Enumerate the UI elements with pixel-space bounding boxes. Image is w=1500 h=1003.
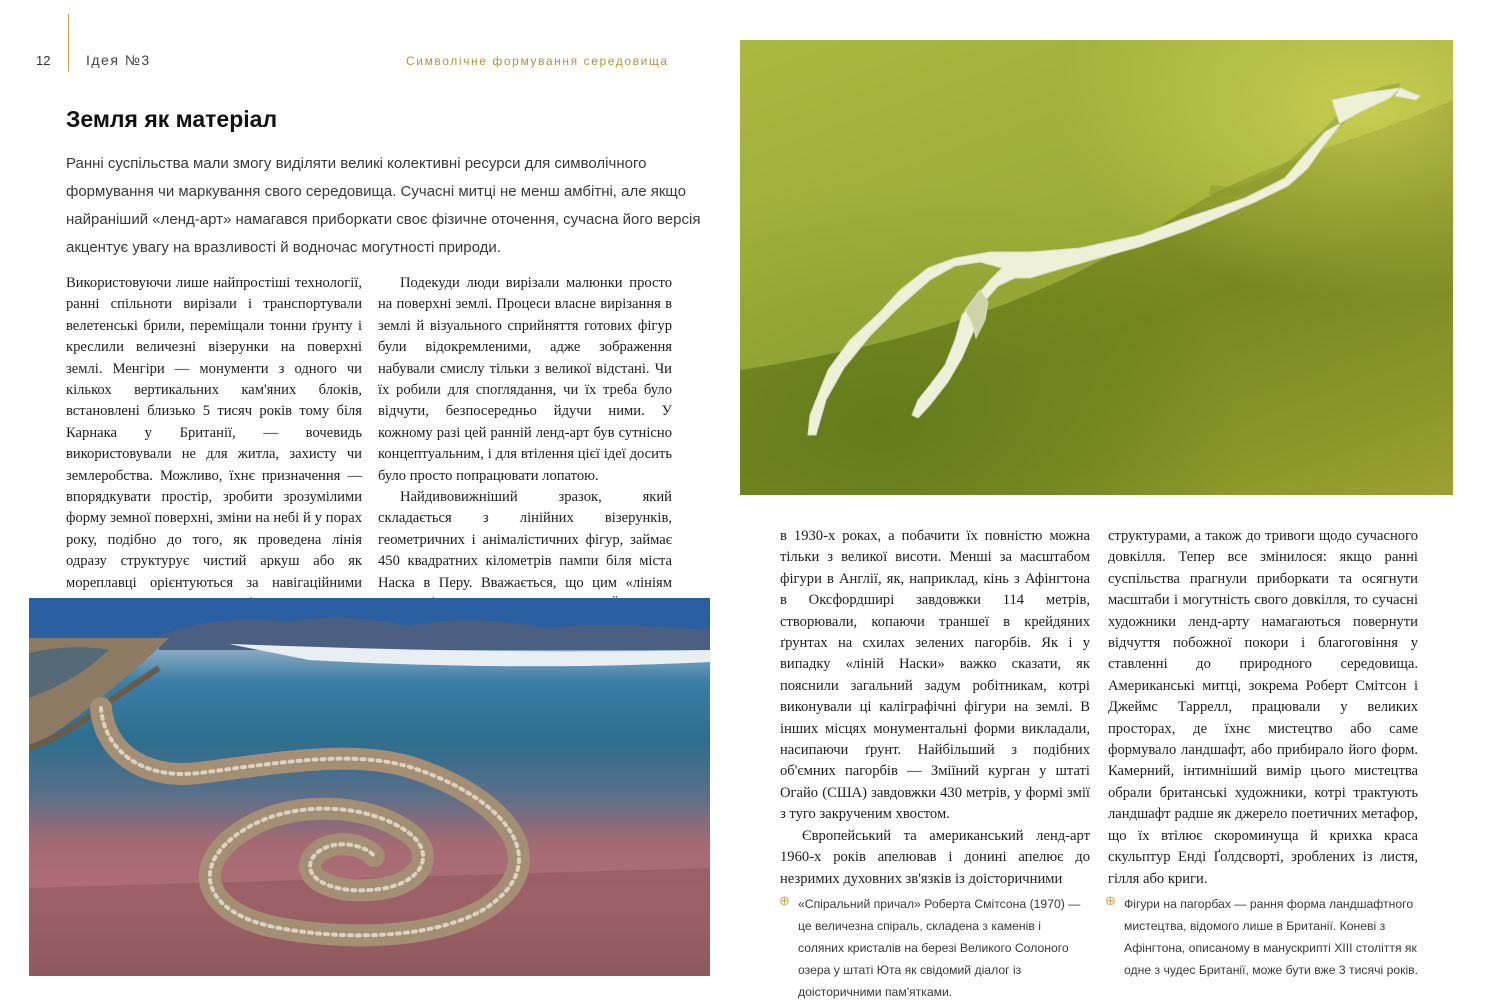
body-paragraph: Найдивовижніший зразок, який складається з лінійних візерунків, геометричних і анімалістичних фігур, займає 450 квадратних кілометрів пампи біля міста Наска в Перу. Вважається, що цим «лініям xyxy=(378,489,672,591)
caption-spiral-jetty: «Спіральний причал» Роберта Смітсона (1970) — це величезна спіраль, складена з каменів і соляних кристалів на березі Великого Солоного озера у штаті Юта як свідомий діалог із доісторичними пам'ятками. xyxy=(798,897,1081,999)
body-column-1 xyxy=(66,273,362,637)
page-number: 12 xyxy=(36,53,51,68)
header-divider xyxy=(68,14,69,72)
uffington-horse-illustration xyxy=(740,40,1453,495)
body-paragraph: в 1930-х роках, а побачити їх повністю можна тільки з великої висоти. Менші за масштабом фігури в Англії, як, наприклад, кінь з Афінгтона в Оксфордширі завдовжки 114 метрів, створювали, копаючи траншеї в крейдяних ґрунтах на схилах зелених пагорбів. Як і у випадку «ліній Наски» важко сказати, як пояснили загальний задум робітникам, котрі виконували ці каліграфічні фігури на землі. В інших місцях монументальні форми викладали, насипаючи ґрунт. Найбільший з подібних об'ємних пагорбів — Зміїний курган у штаті Огайо (США) завдовжки 430 метрів, у формі змії з туго закрученим хвостом. xyxy=(780,528,1090,823)
spiral-jetty-photo xyxy=(29,598,710,976)
running-section-title: Символічне формування середовища xyxy=(406,54,669,68)
caption-marker-icon: ⊕ xyxy=(779,893,790,908)
body-paragraph: Використовуючи лише найпростіші технології, ранні спільноти вирізали і транспортували велетенські брили, переміщали тонни ґрунту і креслили величезні візерунки на поверхні землі. Менгіри — монументи з одного чи кількох вертикальних кам'яних блоків, встановлені близько 5 тисяч років тому біля Карнака у Британії, — вочевидь використовували не для житла, захисту чи землеробства. Можливо, їхнє призначення — впорядкувати простір, зробити зрозумілими форму земної поверхні, зміни на небі й у порах року, подібно до того, як проведена лінія одразу структурує чистий аркуш або як мореплавці орієнтуються за навігаційними xyxy=(66,275,362,591)
spiral-jetty-illustration xyxy=(29,598,710,976)
idea-label: Ідея №3 xyxy=(86,52,151,68)
article-heading: Земля як матеріал xyxy=(66,106,278,132)
caption-uffington-horse: Фігури на пагорбах — рання форма ландшафтного мистецтва, відомого лише в Британії. Коневі з Афінгтона, описаному в манускрипті XIII століття як одне з чудес Британії, може бути вже 3 тисячі років. xyxy=(1124,897,1419,977)
body-paragraph: Європейський та американський ленд-арт 1960-х років апелював і донині апелює до незримих духовних зв'язків із доісторичними xyxy=(780,827,1090,887)
body-paragraph: Подекуди люди вирізали малюнки просто на поверхні землі. Процеси власне вирізання в землі й візуального сприйняття готових фігур були відокремленими, адже зображення набували смислу тільки з великої відстані. Чи їх робили для споглядання, чи їх треба було відчути, безпосередньо йдучи ними. У кожному разі цей ранній ленд-арт був сутнісно концептуальним, і для втілення цієї ідеї досить було просто попрацювати лопатою. xyxy=(378,275,672,484)
caption-marker-icon: ⊕ xyxy=(1105,893,1116,908)
body-column-2 xyxy=(378,273,672,637)
body-paragraph: структурами, а також до тривоги щодо сучасного довкілля. Тепер все змінилося: якщо ранні суспільства прагнули приборкати та осягнути масштаби і могутність свого довкілля, то сучасні художники ленд-арту намагаються повернути відчуття побожної покори і благоговіння у ставленні до природного середовища. Американські митці, зокрема Роберт Смітсон і Джеймс Таррелл, працювали у великих просторах, де їхнє мистецтво або саме формувало ландшафт, або прибирало його форм. Камерний, інтимніший вимір цього мистецтва обрали британські художники, котрі трактують ландшафт радше як джерело поетичних метафор, що їх втілює скороминуща й крихка краса скульптур Енді Ґолдсворті, зроблених із листя, гілля або криги. xyxy=(1108,528,1418,887)
article-lead: Ранні суспільства мали змогу виділяти великі колективні ресурси для символічного формування чи маркування свого середовища. Сучасні митці не менш амбітні, але якщо найраніший «ленд-арт» намагався приборкати своє фізичне оточення, сучасна його версія акцентує увагу на вразливості й водночас могутності природи. xyxy=(66,155,701,256)
uffington-horse-photo xyxy=(740,40,1453,495)
body-column-4 xyxy=(1108,526,1418,890)
body-column-3 xyxy=(780,526,1090,890)
